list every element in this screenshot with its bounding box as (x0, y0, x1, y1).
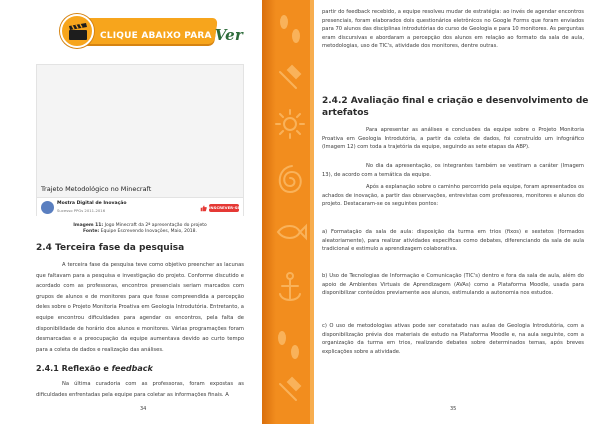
decorative-gutter (262, 0, 314, 424)
thumbs-up-icon[interactable] (200, 205, 207, 212)
section-paragraph: A terceira fase da pesquisa teve como objetivo preencher as lacunas que faltavam para a pesquisa e investigação do projeto. Conforme discutido e acordado com as professoras, encontros presenciais seriam marcados com grupos de alunos e de monitores para que fosse compreendida a percepção deles sobre o Projeto Monitoria Proativa em Geologia Introdutória. Entretanto, a equipe encontrou dificuldades para agendar os encontros, pela falta de disponibilidade de horário dos alunos e monitores. Várias programações foram desmarcadas e a preocupação da equipe aumentava devido ao curto tempo para a coleta de dados e realização das análises. (36, 262, 244, 353)
left-page (0, 0, 262, 424)
video-footer (37, 197, 243, 217)
anchor-icon (280, 273, 300, 300)
spiral-icon (280, 166, 301, 192)
paragraph-presentation: No dia da apresentação, os integrantes também se vestiram a caráter (Imagem 13), de acordo com a temática da equipe. (322, 163, 584, 178)
list-item-a: a) Formatação da sala de aula: disposição da turma em trios (fixos) e sextetos (formados aleatoriamente), para realizar atividades específicas como debates, diferenciando da sala de aula tradicional e estimulo a aprendizagem colaborativa. (322, 229, 584, 253)
video-embed[interactable] (36, 64, 244, 216)
fish-icon (278, 226, 306, 238)
page-number-left: 34 (140, 406, 147, 412)
list-item-b: b) Uso de Tecnologias de Informação e Comunicação (TIC's) dentro e fora da sala de aula, além do apoio de Ambientes Virtuais de Aprendizagem (AVAs) como a Plataforma Moodle, usada para disponibilizar conteúdos previamente aos alunos, estimulando a autonomia nos estudos. (322, 273, 584, 297)
gutter-pattern (262, 0, 314, 424)
subsection-paragraph: Na última curadoria com as professoras, foram expostas as dificuldades enfrentadas pela equipe para coletar as informações finais. A (36, 381, 244, 398)
sun-icon (276, 110, 304, 138)
channel-name[interactable]: Mostra Digital de Inovação (57, 201, 127, 206)
subscribe-button[interactable]: INSCREVER-SE (209, 205, 240, 210)
banner-label: CLIQUE ABAIXO PARA Ver (100, 26, 244, 44)
list-item-c: c) O uso de metodologias ativas pode ser constatado nas aulas de Geologia Introdutória, com a disponibilização prévia dos materiais de estudo na Plataforma Moodle e, na aula seguinte, com a organização da turma em trios, realizando debates sobre determinados temas, após breves explicações sobre a atividade. (322, 323, 584, 355)
clapperboard-icon (60, 14, 94, 48)
right-page (314, 0, 600, 424)
section-heading-2-4-2: 2.4.2 Avaliação final e criação e desenvolvimento de (322, 96, 589, 106)
section-heading-2-4-2-continued: artefatos (322, 108, 369, 118)
subsection-heading: 2.4.1 Reflexão e feedback (36, 364, 153, 373)
channel-avatar[interactable] (41, 201, 54, 214)
banner-emphasis: Ver (214, 26, 244, 44)
video-title: Trajeto Metodológico no Minecraft (41, 185, 152, 193)
intro-paragraph: partir do feedback recebido, a equipe resolveu mudar de estratégia: ao invés de agendar encontros presenciais, foram elaborados dois questionários eletrônicos no Google Forms que foram enviados para 70 alunos das disciplinas introdutórias do curso de Geologia e para 10 monitores. As perguntas eram discursivas e abordaram a percepção dos alunos em relação ao formato da sala de aula, metodologias, uso de TIC's, atividade dos monitores, dentre outras. (322, 9, 584, 50)
hammer-icon (280, 66, 300, 88)
image-caption: Imagem 11: Jogo Minecraft da 2ª apresentação do projeto Fonte: Equipe Escrevendo Inovações, Maio, 2018. (73, 223, 207, 234)
paragraph-findings: Após a explanação sobre o caminho percorrido pela equipe, foram apresentados os achados de inovação, a partir das observações, entrevistas com professores, monitores e alunos do projeto. Destacaram-se os seguintes pontos: (322, 184, 584, 208)
click-to-watch-banner[interactable] (60, 14, 244, 48)
page-number-right: 35 (450, 406, 457, 412)
footprints-icon (280, 15, 300, 43)
section-heading: 2.4 Terceira fase da pesquisa (36, 243, 185, 253)
paragraph-infographic: Para apresentar as análises e conclusões da equipe sobre o Projeto Monitoria Proativa em Geologia Introdutória, a partir da coleta de dados, foi construído um infográfico (Imagem 12) com toda a trajetória da equipe, seguindo as sete etapas da ABP). (322, 127, 584, 151)
channel-subtitle: Sucesso PPGs 2011-2016 (57, 208, 106, 213)
